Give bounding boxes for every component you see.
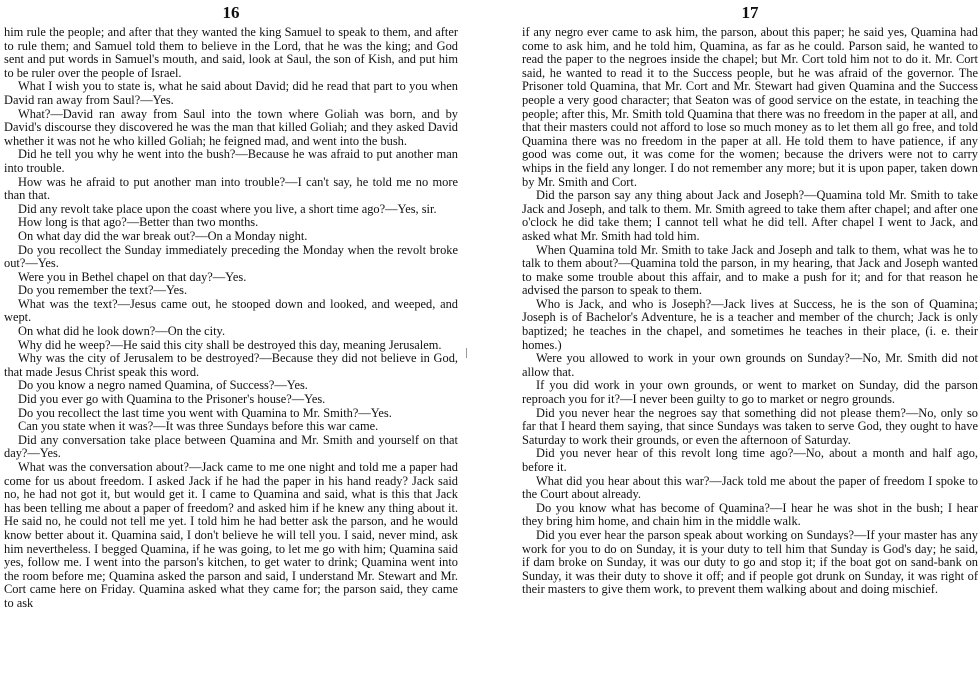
paragraph: Why was the city of Jerusalem to be destroyed?—Because they did not believe in God, that made Jesus Christ speak this word. [4,351,458,379]
paragraph: Do you know a negro named Quamina, of Success?—Yes. [18,378,308,393]
paragraph: What?—David ran away from Saul into the town where Goliah was born, and by David's discourse they discovered he was the man that killed Goliah; and they asked David whether it was not he who killed Goliah; he feigned mad, and went into the bush. [4,106,458,148]
paragraph: Did any conversation take place between Quamina and Mr. Smith and yourself on that day?—Yes. [4,432,458,461]
paragraph: What I wish you to state is, what he said about David; did he read that part to you when David ran away from Saul?—Yes. [4,79,458,107]
page-text [522,26,978,597]
gutter-mark [466,348,467,358]
page-number: 17 [741,3,759,22]
paragraph: Did the parson say any thing about Jack and Joseph?—Quamina told Mr. Smith to take Jack and Joseph, and talk to them. Mr. Smith agreed to take them after chapel; and after one o'clock he did take them; I cannot tell what he did tell. After chapel I went to Jack, and asked what Mr. Smith had told him. [522,188,978,243]
paragraph: Do you know what has become of Quamina?—I hear he was shot in the bush; I hear they bring him home, and chain him in the middle walk. [522,500,978,529]
paragraph: Do you recollect the Sunday immediately preceding the Monday when the revolt broke out?—Yes. [4,242,458,271]
paragraph: When Quamina told Mr. Smith to take Jack and Joseph and talk to them, what was he to talk to them about?—Quamina told the parson, in my hearing, that Jack and Joseph wanted to make some trouble about this affair, and to make a push for it; and for that reason he advised the parson to speak to them. [522,242,978,298]
paragraph: Were you allowed to work in your own grounds on Sunday?—No, Mr. Smith did not allow that. [522,351,978,379]
paragraph: Did any revolt take place upon the coast where you live, a short time ago?—Yes, sir. [18,201,437,216]
paragraph: if any negro ever came to ask him, the parson, about this paper; he said yes, Quamina had come to ask him, and he told him, Quamina, as far as he could. Parson said, he wanted to read the paper to the negroes inside the chapel; but Mr. Cort told him not to do it. Mr. Cort said, he wanted to read it to the Success people, but he was afraid of the governor. The Prisoner told Quamina, that Mr. Cort and Mr. Stewart had given Quamina and the Success people a very good character; that Seaton was of good service on the estate, in teaching the people; after this, Mr. Smith told Quamina that there was no freedom in the paper at all, and that their masters could not afford to lose so much money as to let them all go free, and told Quamina there was no freedom in the paper at all. He told them to have patience, if any good was come out, it was come for the women; because the drivers were not to carry whips in the field any longer. I do not remember any more; but it is upon paper, taken down by Mr. Smith and Cort. [522,25,978,189]
paragraph: Did he tell you why he went into the bush?—Because he was afraid to put another man into trouble. [4,147,458,175]
paragraph: On what day did the war break out?—On a Monday night. [18,228,308,243]
paragraph: Can you state when it was?—It was three Sundays before this war came. [18,419,379,434]
paragraph: How long is that ago?—Better than two months. [18,215,259,230]
paragraph: Who is Jack, and who is Joseph?—Jack lives at Success, he is the son of Quamina; Joseph is of Bachelor's Adventure, he is a teacher and member of the church; Jack is only baptized; he teaches in the chapel, and sometimes he teaches in their place, (i. e. their homes.) [522,296,978,352]
paragraph: What was the text?—Jesus came out, he stooped down and looked, and weeped, and wept. [4,296,458,325]
paragraph: Did you ever hear the parson speak about working on Sundays?—If your master has any work for you to do on Sunday, it is your duty to tell him that Sunday is God's day; he said, if dam broke on Sunday, it was our duty to go and stop it; if the boat got on sand-bank on Sunday, it was their duty to shove it off; and if people got drunk on Sunday, it was right of their masters to give them work, to prevent them walking about and doing mischief. [522,527,978,597]
paragraph: On what did he look down?—On the city. [18,324,226,339]
page-text [4,26,458,611]
paragraph: him rule the people; and after that they wanted the king Samuel to speak to them, and after to rule them; and Samuel told them to believe in the Lord, that he was the king; and God sent and put words in Samuel's mouth, and said, look at Saul, the son of Kish, and put him to be ruler over the people of Israel. [4,25,458,80]
page-number: 16 [222,3,240,22]
paragraph: Were you in Bethel chapel on that day?—Yes. [18,269,247,284]
paragraph: Do you remember the text?—Yes. [18,283,188,298]
right-page [522,0,978,699]
paragraph: Do you recollect the last time you went with Quamina to Mr. Smith?—Yes. [18,405,392,420]
paragraph: If you did work in your own grounds, or went to market on Sunday, did the parson reproach you for it?—I never been guilty to go to market or negro grounds. [522,378,978,407]
paragraph: What was the conversation about?—Jack came to me one night and told me a paper had come for us about freedom. I asked Jack if he had the paper in his hand ready? Jack said no, he had not got it, but would get it. I came to Quamina and said, what is this that Jack has been telling me about a paper of freedom? and asked him if he knew any thing about it. He said no, he could not tell me yet. I told him he had better ask the parson, and he would know better about it. Quamina said, I don't believe he will tell you. I said, never mind, ask him nevertheless. I begged Quamina, if he was going, to let me go with him; Quamina said yes, follow me. I went into the parson's kitchen, to get water to drink; Quamina went into the room before me; Quamina asked the parson and said, I understand Mr. Stewart and Mr. Cort came here on Friday. Quamina asked what they came for; the parson said, they came to ask [4,460,458,610]
paragraph: What did you hear about this war?—Jack told me about the paper of freedom I spoke to the Court about already. [522,473,978,502]
paragraph: Did you never hear the negroes say that something did not please them?—No, only so far that I heard them saying, that since Sundays was taken to serve God, they ought to have Saturday to work their grounds, or even the afternoon of Saturday. [522,405,978,447]
paragraph: Did you never hear of this revolt long time ago?—No, about a month and half ago, before it. [522,446,978,474]
paragraph: How was he afraid to put another man into trouble?—I can't say, he told me no more than that. [4,174,458,203]
paragraph: Why did he weep?—He said this city shall be destroyed this day, meaning Jerusalem. [18,337,442,352]
paragraph: Did you ever go with Quamina to the Prisoner's house?—Yes. [18,392,326,407]
left-page [4,0,458,699]
